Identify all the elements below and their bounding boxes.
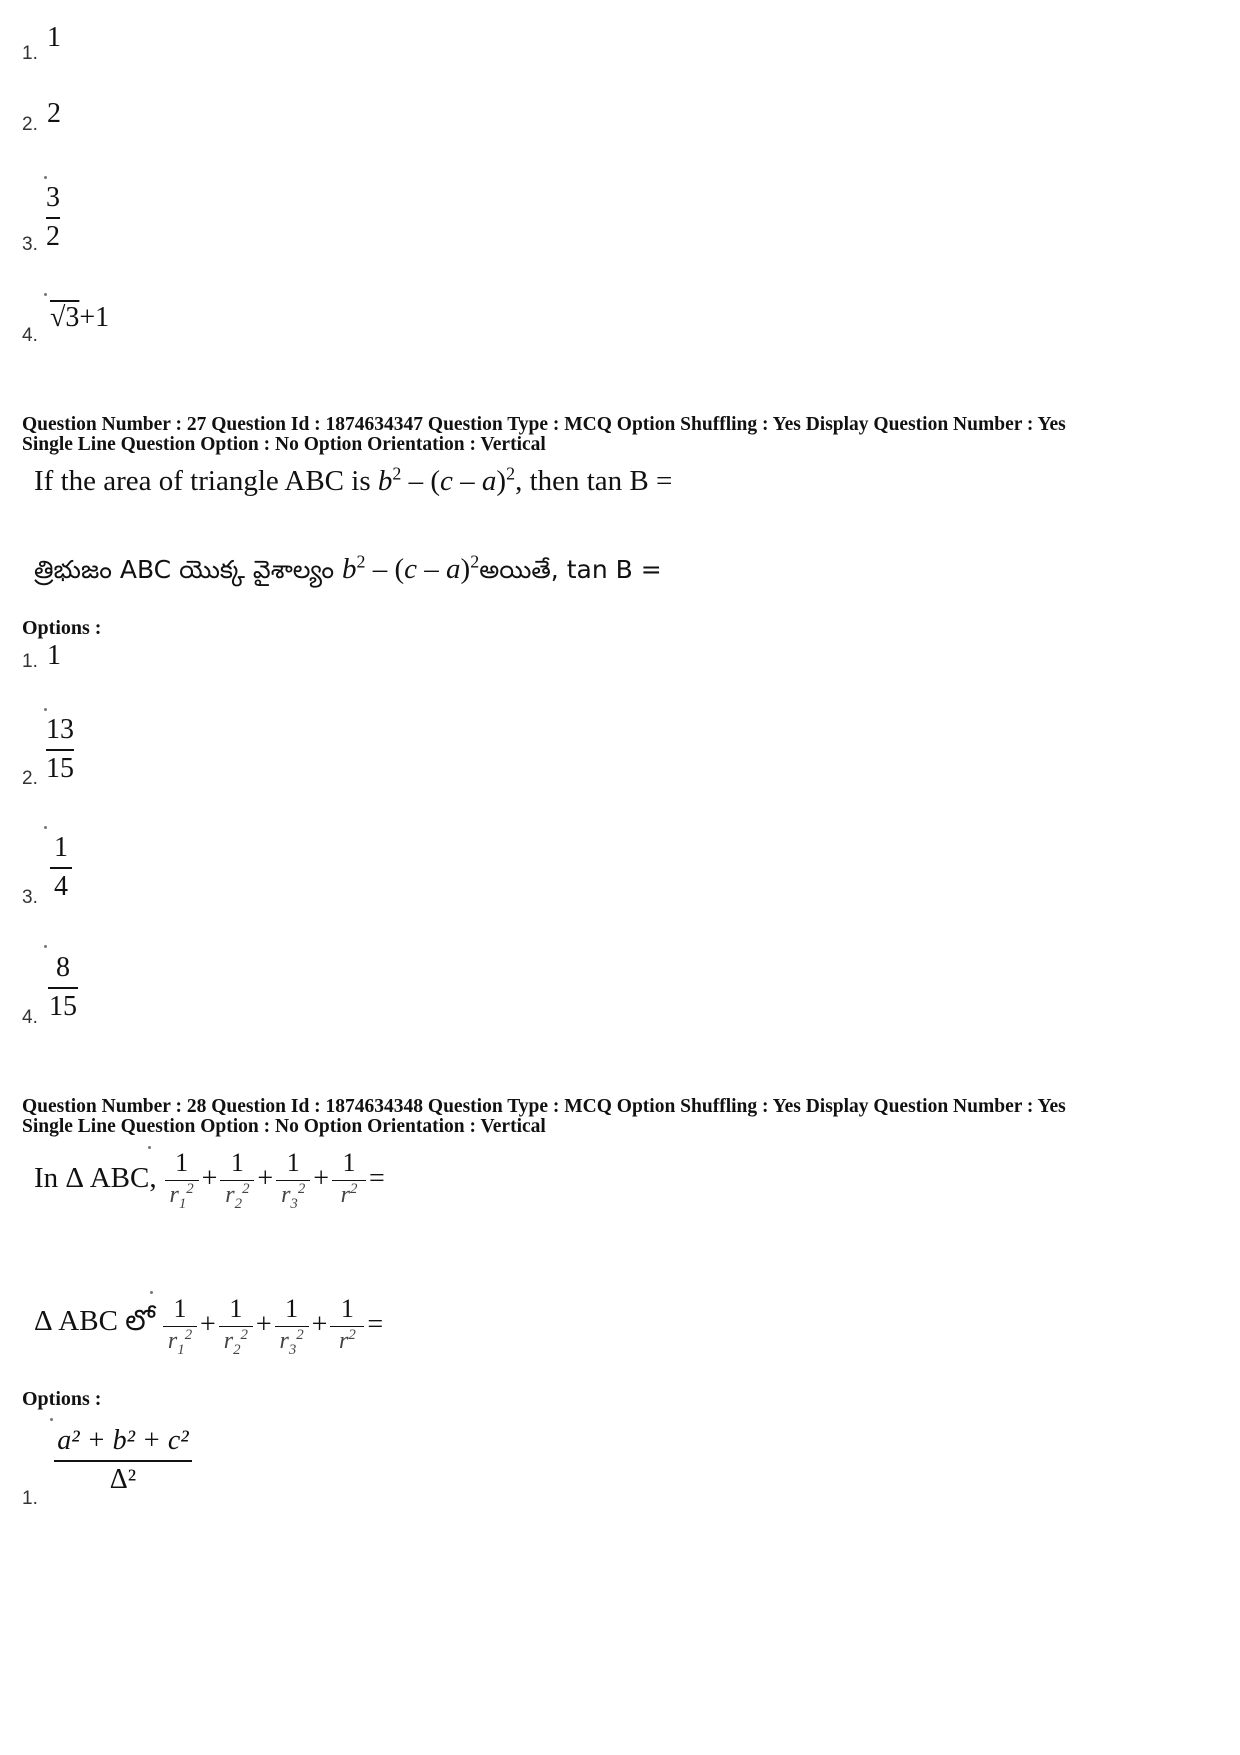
radical: √3 [50, 302, 80, 333]
question-text-telugu: Δ ABC లో 1 $r_1^2$ + 1 $r_2^2$ + 1 $r_3^2$ + 1 $r^2$ = [34, 1294, 384, 1358]
option-number: 4. [22, 325, 38, 346]
option-fraction [50, 832, 72, 903]
option-value: 1 [47, 640, 61, 671]
option-number: 2. [22, 114, 38, 135]
fraction-denominator: Δ² [109, 1464, 137, 1496]
option-number: 2. [22, 768, 38, 789]
question-meta-2: Single Line Question Option : No Option Orientation : Vertical [22, 1116, 546, 1137]
option-number: 3. [22, 887, 38, 908]
option-number: 1. [22, 651, 38, 672]
fraction-denominator: 4 [54, 871, 68, 903]
fraction-denominator: 15 [49, 991, 77, 1023]
option-fraction [54, 1425, 192, 1496]
radical-rest: +1 [79, 302, 110, 333]
fraction-numerator: a² + b² + c² [57, 1425, 189, 1456]
option-number: 1. [22, 1488, 38, 1509]
option-value [50, 302, 109, 334]
question-text-english: In Δ ABC, 1 $r_1^2$ + 1 $r_2^2$ + 1 $r_3^2$ + 1 $r^2$ = [34, 1148, 385, 1212]
option-fraction [46, 182, 60, 253]
option-fraction [48, 952, 78, 1023]
question-text-telugu: త్రిభుజం ABC యొక్క వైశాల్యం $b^2 - (c$ – a)$^2$అయితే, tan B = [34, 551, 662, 585]
option-value: 2 [47, 98, 61, 129]
fraction-numerator: 8 [56, 952, 70, 983]
question-meta-2: Single Line Question Option : No Option Orientation : Vertical [22, 434, 546, 455]
fraction-numerator: 13 [46, 714, 74, 745]
fraction-numerator: 1 [54, 832, 68, 863]
fraction-denominator: 15 [46, 753, 74, 785]
fraction-numerator: 3 [46, 182, 60, 213]
question-meta: Question Number : 28 Question Id : 1874634348 Question Type : MCQ Option Shuffling : Yes Display Question Number : Yes [22, 1096, 1066, 1117]
option-fraction [46, 714, 74, 785]
options-label: Options : [22, 1388, 102, 1410]
question-meta: Question Number : 27 Question Id : 1874634347 Question Type : MCQ Option Shuffling : Yes Display Question Number : Yes [22, 414, 1066, 435]
options-label: Options : [22, 617, 102, 639]
option-number: 4. [22, 1007, 38, 1028]
option-number: 3. [22, 234, 38, 255]
option-value: 1 [47, 22, 61, 53]
fraction-denominator: 2 [46, 221, 60, 253]
option-number: 1. [22, 43, 38, 64]
question-text-english: If the area of triangle ABC is $b^2 - (c - a)^2$, then tan B = [34, 463, 673, 497]
